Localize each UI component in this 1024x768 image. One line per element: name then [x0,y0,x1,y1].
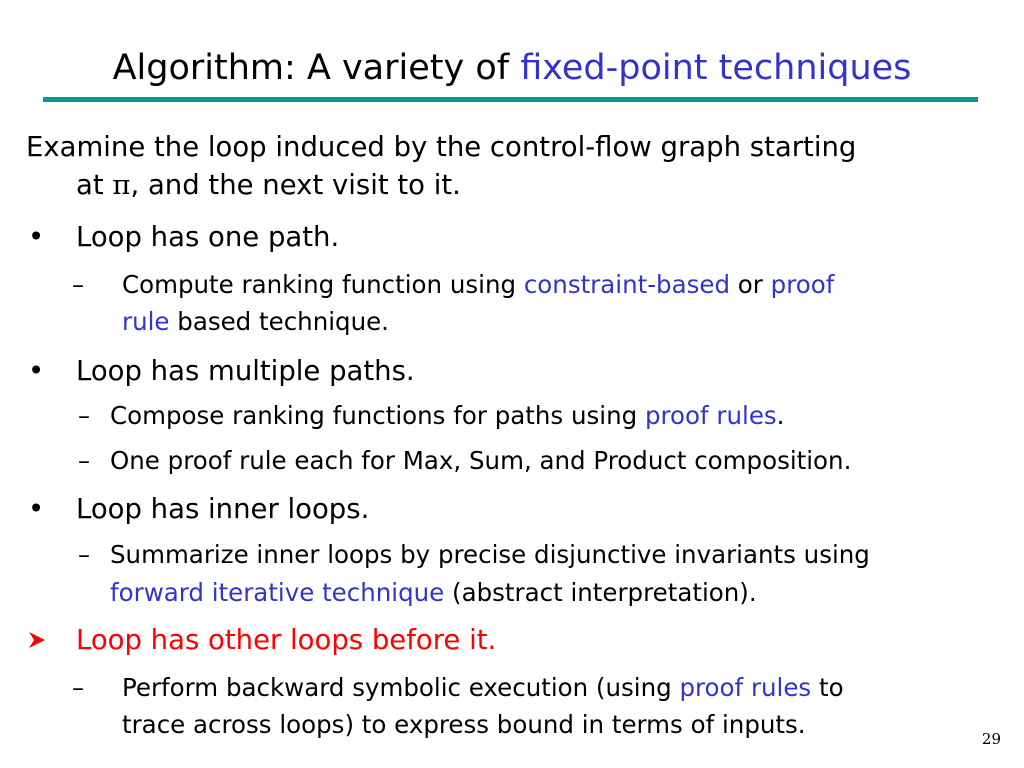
sub-item-one-proof-rule: One proof rule each for Max, Sum, and Product composition. [110,446,852,475]
sub-item-ranking-line-1 [122,266,834,304]
bullet-marker: • [28,493,45,525]
text-segment: or [730,270,771,299]
sub-item-backward-line-1 [122,669,844,707]
term-forward-iterative-technique: forward iterative technique [110,578,445,607]
sub-item-backward-line-2: trace across loops) to express bound in terms of inputs. [122,710,806,739]
bullet-multiple-paths: Loop has multiple paths. [76,355,415,387]
term-proof: proof [770,270,835,299]
sub-bullet-marker: – [72,271,84,299]
bullet-other-loops: Loop has other loops before it. [76,624,497,656]
sub-item-compose [110,397,784,435]
sub-bullet-marker: – [72,674,84,702]
term-proof-rules: proof rules [644,401,777,430]
bullet-one-path: Loop has one path. [76,221,340,253]
intro-line-2-after: , and the next visit to it. [130,169,461,201]
title-prefix: Algorithm: A variety of [112,48,521,88]
slide-title [0,44,1024,92]
sub-item-ranking-line-2 [122,303,389,341]
text-segment: Compose ranking functions for paths using [110,401,645,430]
page-number: 29 [981,730,1001,748]
bullet-marker: • [28,355,45,387]
sub-bullet-marker: – [78,541,90,569]
term-constraint-based: constraint-based [523,270,731,299]
intro-line-1: Examine the loop induced by the control-flow graph starting [26,131,857,163]
pi-symbol: π [112,169,131,201]
text-segment: (abstract interpretation). [444,578,757,607]
intro-line-2-before: at [76,169,113,201]
sub-item-summarize-line-1: Summarize inner loops by precise disjunctive invariants using [110,540,870,569]
title-underline [43,97,978,102]
sub-bullet-marker: – [78,447,90,475]
intro-line-2 [76,166,461,204]
text-segment: . [776,401,785,430]
term-rule: rule [122,307,170,336]
text-segment: Perform backward symbolic execution (using [122,673,680,702]
bullet-marker: • [28,221,45,253]
sub-bullet-marker: – [78,402,90,430]
text-segment: to [811,673,844,702]
arrow-bullet-icon [27,630,47,650]
text-segment: based technique. [169,307,389,336]
term-proof-rules: proof rules [679,673,812,702]
title-emphasis: fixed-point techniques [520,48,912,88]
text-segment: Compute ranking function using [122,270,524,299]
sub-item-summarize-line-2 [110,574,757,612]
bullet-inner-loops: Loop has inner loops. [76,493,370,525]
